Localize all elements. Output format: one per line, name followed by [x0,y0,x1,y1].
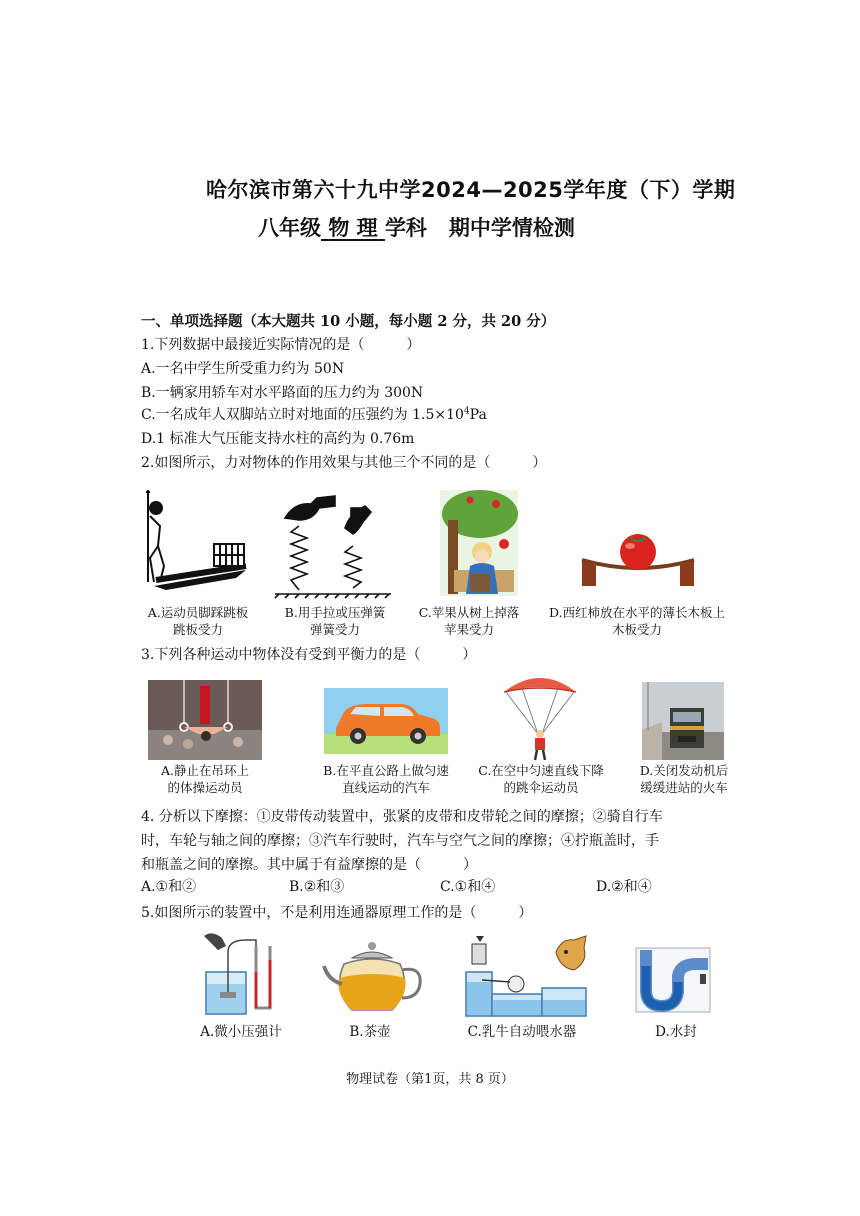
q4-line1: 4. 分析以下摩擦：①皮带传动装置中，张紧的皮带和皮带轮之间的摩擦；②骑自行车 [141,809,663,825]
subject-suffix: 学科 [384,216,427,240]
cow-feeder-figure [462,932,588,1020]
q2-stem: 2.如图所示，力对物体的作用效果与其他三个不同的是（ ） [141,455,547,471]
q3-caption-a: A.静止在吊环上 的体操运动员 [160,763,249,795]
q1-option-d: D.1 标准大气压能支持水柱的高约为 0.76m [141,431,415,447]
q3-caption-b: B.在平直公路上做匀速 直线运动的汽车 [323,763,449,795]
diving-board-figure [136,486,261,596]
q1-option-a: A.一名中学生所受重力约为 50N [141,361,345,377]
parachutist-image [502,672,578,762]
pressure-gauge-figure [198,932,280,1016]
q5-caption-a: A.微小压强计 [200,1024,282,1040]
car-image [324,688,448,754]
q1-option-b: B.一辆家用轿车对水平路面的压力约为 300N [141,385,424,401]
q4-option-d: D.②和④ [596,879,652,895]
q2-caption-b: B.用手拉或压弹簧 弹簧受力 [284,605,386,637]
q3-stem: 3.下列各种运动中物体没有受到平衡力的是（ ） [141,647,477,663]
spring-figure [275,494,395,598]
q4-option-a: A.①和② [141,879,197,895]
q5-stem: 5.如图所示的装置中，不是利用连通器原理工作的是（ ） [141,905,533,921]
gymnast-rings-photo [148,680,262,760]
tomato-board-figure [576,530,700,592]
exam-title-line1: 哈尔滨市第六十九中学2024—2025学年度（下）学期 [206,178,736,202]
q2-caption-d: D.西红柿放在水平的薄长木板上 木板受力 [548,605,726,637]
q4-option-c: C.①和④ [440,879,496,895]
q1-stem: 1.下列数据中最接近实际情况的是（ ） [141,337,421,353]
q2-caption-a: A.运动员脚踩跳板 跳板受力 [147,605,249,637]
q5-caption-c: C.乳牛自动喂水器 [467,1024,577,1040]
train-photo [642,682,724,760]
q4-option-b: B.②和③ [289,879,345,895]
exam-title-line2 [258,212,575,242]
page-footer: 物理试卷（第1页，共 8 页） [346,1072,514,1087]
q4-line3: 和瓶盖之间的摩擦。其中属于有益摩擦的是（ ） [141,857,477,873]
q1-option-c: C.一名成年人双脚站立时对地面的压强约为 $1.5\times 10^4Pa$ [141,406,487,423]
apple-tree-figure [440,490,518,596]
grade-label: 八年级 [258,216,321,240]
water-seal-figure [634,946,712,1016]
subject-label: 物 理 [328,216,378,240]
exam-name: 期中学情检测 [448,216,575,240]
section-heading: 一、单项选择题（本大题共 10 小题，每小题 2 分，共 20 分） [141,313,556,330]
teapot-figure [322,940,422,1016]
q3-caption-d: D.关闭发动机后 缓缓进站的火车 [639,763,729,795]
q3-caption-c: C.在空中匀速直线下降 的跳伞运动员 [478,763,604,795]
q5-caption-d: D.水封 [655,1024,697,1040]
q2-caption-c: C.苹果从树上掉落 苹果受力 [418,605,520,637]
q5-caption-b: B.茶壶 [349,1024,391,1040]
q4-line2: 时，车轮与轴之间的摩擦；③汽车行驶时，汽车与空气之间的摩擦；④拧瓶盖时，手 [141,833,659,849]
